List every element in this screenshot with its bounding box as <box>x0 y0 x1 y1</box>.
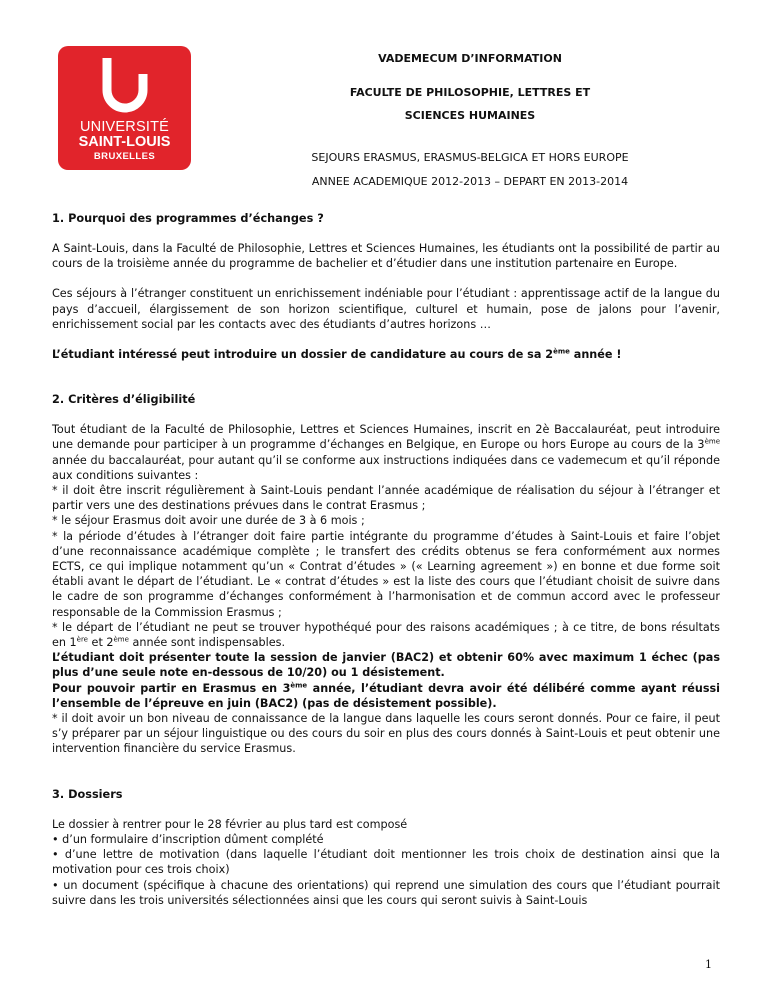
document-body <box>52 211 720 908</box>
page-number: 1 <box>705 958 712 971</box>
logo-line-2: SAINT-LOUIS <box>78 134 171 150</box>
faculty-line-2: SCIENCES HUMAINES <box>404 109 536 122</box>
document-title: VADEMECUM D’INFORMATION <box>378 52 562 65</box>
requirement-june: Pour pouvoir partir en Erasmus en 3ème année, l’étudiant devra avoir été délibéré comme ayant réussi l’ensemble de l’épreuve en juin (BAC2) (pas de désistement possible). <box>52 680 720 710</box>
requirement-january: L’étudiant doit présenter toute la session de janvier (BAC2) et obtenir 60% avec maximum 1 échec (pas plus d’une seule note en-dessous de 10/20) ou 1 désistement. <box>52 651 720 680</box>
dossier-item-1: • d’un formulaire d’inscription dûment complété <box>52 832 324 846</box>
criterion-5: * il doit avoir un bon niveau de connaissance de la langue dans laquelle les cours seront donnés. Pour ce faire, il peut s’y préparer par un séjour linguistique ou des cours du soir en plus des cours donnés à Saint-Louis et peut obtenir une intervention financière du service Erasmus. <box>52 712 720 756</box>
university-emblem-icon <box>96 54 154 118</box>
criterion-1: * il doit être inscrit régulièrement à Saint-Louis pendant l’année académique de réalisation du séjour à l’étranger et partir vers une des destinations prévues dans le contrat Erasmus ; <box>52 484 720 513</box>
section-1-note: L’étudiant intéressé peut introduire un dossier de candidature au cours de sa 2ème année ! <box>52 347 622 362</box>
dossier-item-3: • un document (spécifique à chacune des orientations) qui reprend une simulation des cours que l’étudiant pourrait suivre dans les trois universités sélectionnées ainsi que les cours qui seront suivis à Saint-Louis <box>52 878 720 907</box>
criterion-3: * la période d’études à l’étranger doit faire partie intégrante du programme d’études à Saint-Louis et faire l’objet d’une reconnaissance académique complète ; le transfert des crédits obtenus se fera conformément aux normes ECTS, ce qui implique notamment qu’un « Contrat d’études » (« Learning agreement ») en bonne et due forme soit établi avant le départ de l’étudiant. Le « contrat d’études » est la liste des cours que l’étudiant choisit de suivre dans le cadre de son programme d’échanges conformément à l’harmonisation et de commun accord avec le professeur responsable de la Commission Erasmus ; <box>52 529 720 619</box>
dossier-item-2: • d’une lettre de motivation (dans laquelle l’étudiant doit mentionner les trois choix de destination ainsi que la motivation pour ces trois choix) <box>52 848 720 877</box>
section-1-heading: 1. Pourquoi des programmes d’échanges ? <box>52 212 324 225</box>
section-3-heading: 3. Dossiers <box>52 787 123 801</box>
criterion-2: * le séjour Erasmus doit avoir une durée de 3 à 6 mois ; <box>52 514 365 528</box>
criterion-4: * le départ de l’étudiant ne peut se trouver hypothéqué pour des raisons académiques ; à ce titre, de bons résultats en 1ère et 2ème année sont indispensables. <box>52 620 720 650</box>
logo-line-1: UNIVERSITÉ <box>79 119 169 135</box>
faculty-line-1: FACULTE DE PHILOSOPHIE, LETTRES ET <box>349 86 591 99</box>
section-2-intro: Tout étudiant de la Faculté de Philosophie, Lettres et Sciences Humaines, inscrit en 2è Baccalauréat, peut introduire une demande pour participer à un programme d’échanges en Belgique, en Europe ou hors Europe au cours de la 3ème année du baccalauréat, pour autant qu’il se conforme aux instructions indiquées dans ce vademecum et qu’il réponde aux conditions suivantes : <box>52 423 720 482</box>
academic-year-line: ANNEE ACADEMIQUE 2012-2013 – DEPART EN 2013-2014 <box>311 175 629 188</box>
section-2-heading: 2. Critères d’éligibilité <box>52 393 196 407</box>
logo-line-3: BRUXELLES <box>93 151 156 162</box>
section-1-paragraph-1: A Saint-Louis, dans la Faculté de Philosophie, Lettres et Sciences Humaines, les étudiants ont la possibilité de partir au cours de la troisième année du programme de bachelier et d’étudier dans une institution partenaire en Europe. <box>52 242 720 271</box>
program-line: SEJOURS ERASMUS, ERASMUS-BELGICA ET HORS EUROPE <box>311 151 629 164</box>
university-logo <box>58 46 191 170</box>
section-1-paragraph-2: Ces séjours à l’étranger constituent un enrichissement indéniable pour l’étudiant : apprentissage actif de la langue du pays d’accueil, élargissement de son horizon scientifique, culturel et humain, pose de jalons pour l’avenir, enrichissement social par les contacts avec des étudiants d’autres horizons … <box>52 287 720 331</box>
section-3-intro: Le dossier à rentrer pour le 28 février au plus tard est composé <box>52 817 408 831</box>
